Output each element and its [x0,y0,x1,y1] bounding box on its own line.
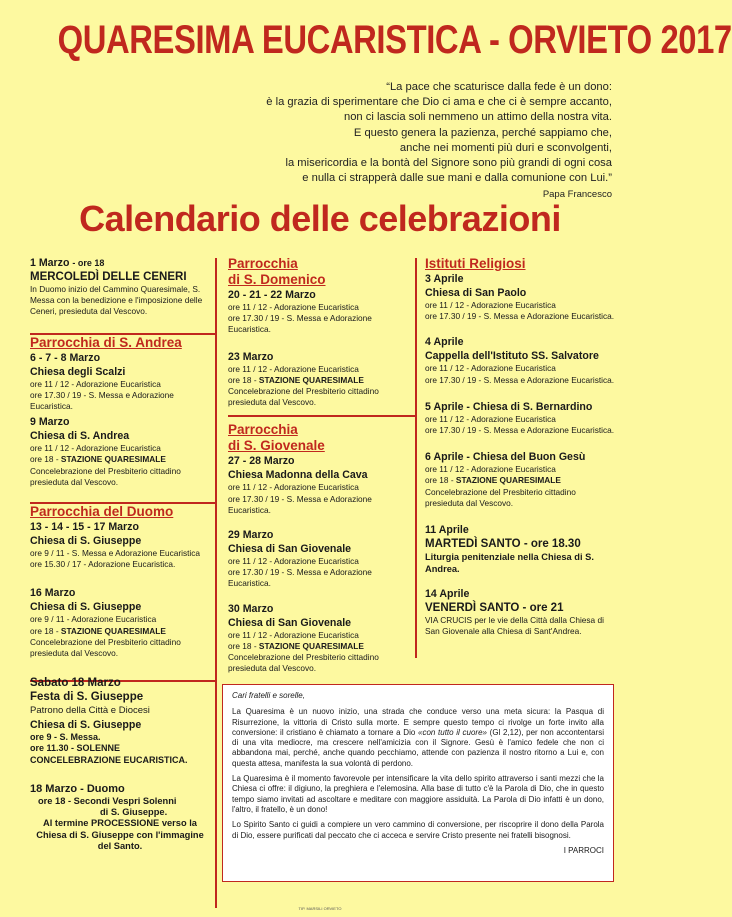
station-label: STAZIONE QUARESIMALE [258,640,364,651]
event-place: Chiesa di San Giovenale [228,616,352,629]
event-line: Concelebrazione del Presbiterio cittadino presieduta dal Vescovo. [30,636,181,659]
event-subtitle: Patrono della Città e Diocesi [30,705,150,717]
event-line: Al termine PROCESSIONE verso la Chiesa di S. Giuseppe con l'immagine del Santo. [36,818,204,852]
event-line: ore 11.30 - SOLENNE [30,743,121,754]
event-line: ore 11 / 12 - Adorazione Eucaristica [228,556,359,567]
column-divider [415,258,417,658]
event-line: ore 17.30 / 19 - S. Messa e Adorazione Eucaristica. [228,567,372,589]
poster-title: QUARESIMA EUCARISTICA - ORVIETO 2017 [57,18,732,62]
parish-heading-domenico: Parrocchia [228,256,298,271]
parish-heading-giovenale: Parrocchia [228,422,298,438]
column-divider [215,258,217,908]
event-line: ore 11 / 12 - Adorazione Eucaristica [228,363,359,374]
letter-paragraph [232,707,604,769]
event-date: 11 Aprile [425,524,469,537]
station-label: STAZIONE QUARESIMALE [258,374,364,385]
letter-paragraph: Lo Spirito Santo ci guidi a compiere un vero cammino di conversione, per riscoprire il dono della Parola di Dio, essere purificati dal peccato che ci acceca e servire Cristo presente nei fratelli bisognosi. [232,820,604,840]
quote-line: “La pace che scaturisce dalla fede è un dono: [386,81,612,93]
event-desc: In Duomo inizio del Cammino Quaresimale, S. Messa con la benedizione e l'imposizione delle Ceneri, presieduta dal Vescovo. [30,284,203,317]
event-line: Concelebrazione del Presbiterio cittadino presieduta dal Vescovo. [228,386,379,408]
event-line: ore 17.30 / 19 - S. Messa e Adorazione Eucaristica. [30,389,174,412]
event-date: 3 Aprile [425,273,464,285]
event-place: Chiesa di S. Andrea [30,430,130,443]
event-place: Chiesa di S. Giuseppe [30,719,142,732]
event-line: ore 18 - Secondi Vespri Solenni [38,795,177,806]
event-title: VENERDÌ SANTO - ore 21 [425,602,564,615]
event-line: Concelebrazione del Presbiterio cittadino presieduta dal Vescovo. [425,486,576,508]
event-time: ore 18 - [30,625,61,636]
quote-line: la misericordia e la bontà del Signore sono più grandi di ogni cosa [285,157,612,170]
event-date: 27 - 28 Marzo [228,455,295,468]
letter-text: (Gl 2,12), per non accontentarsi di una vita mediocre, ma crescere nell'amicizia con il Signore. Gesù è l'amico fedele che non ci abbandona mai, perché, anche quando pecchiamo, attende con pazienza il nostro ritorno a Lui e, con questa attesa, manifesta la sua volontà di perdono. [232,727,604,768]
event-line: ore 11 / 12 - Adorazione Eucaristica [425,464,556,475]
event-line: ore 9 - S. Messa. [30,732,101,743]
institutes-heading: Istituti Religiosi [425,256,526,271]
event-line: ore 11 / 12 - Adorazione Eucaristica [228,482,359,493]
event-line: ore 17.30 / 19 - S. Messa e Adorazione Eucaristica. [425,425,615,436]
event-time: ore 18 - [30,454,61,465]
calendar-heading: Calendario delle celebrazioni [79,198,561,239]
printer-credit: TIP. MARSILI ORVIETO [298,906,342,911]
event-date: 6 - 7 - 8 Marzo [30,351,101,364]
parish-heading-andrea: Parrocchia di S. Andrea [30,334,182,350]
event-date: Sabato 18 Marzo [30,677,121,690]
event-line: ore 11 / 12 - Adorazione Eucaristica [30,443,161,454]
pope-quote [52,80,612,203]
event-date: 13 - 14 - 15 - 17 Marzo [30,521,139,534]
quote-line: e nulla ci strapperà dalle sue mani e dalla comunione con Lui.” [302,172,612,185]
event-line: ore 11 / 12 - Adorazione Eucaristica [425,413,556,424]
letter-signature: I PARROCI [563,845,604,855]
parish-heading-domenico-2: di S. Domenico [228,272,326,287]
event-date: 1 Marzo [30,257,70,269]
event-place: Chiesa di S. Giuseppe [30,601,142,614]
event-line: ore 17.30 / 19 - S. Messa e Adorazione Eucaristica. [228,493,372,515]
event-line: ore 17.30 / 19 - S. Messa e Adorazione Eucaristica. [228,313,372,335]
letter-greeting: Cari fratelli e sorelle, [232,691,305,700]
parish-heading-giovenale-2: di S. Giovenale [228,438,325,454]
event-date: 9 Marzo [30,416,70,429]
quote-author: Papa Francesco [542,189,612,201]
event-line: ore 9 / 11 - Adorazione Eucaristica [30,614,157,625]
event-date: 16 Marzo [30,587,76,600]
event-line: Concelebrazione del Presbiterio cittadino presieduta dal Vescovo. [30,465,181,487]
event-date: 29 Marzo [228,529,274,542]
event-place: Chiesa di S. Giuseppe [30,535,142,548]
event-ceneri [30,256,210,318]
letter-text: La Quaresima è un nuovo inizio, una strada che conduce verso una meta sicura: la Pasqua di Risurrezione, la vittoria di Cristo sulla morte. E sempre questo tempo ci rivolge un forte invito alla conversione: il cristiano è chiamato a tornare a Dio [232,707,604,737]
event-title: MERCOLEDÌ DELLE CENERI [30,271,187,283]
event-line: ore 9 / 11 - S. Messa e Adorazione Eucaristica [30,548,201,559]
event-line: ore 11 / 12 - Adorazione Eucaristica [30,378,161,389]
event-line: ore 11 / 12 - Adorazione Eucaristica [228,302,359,312]
event-place: Chiesa degli Scalzi [30,365,126,378]
letter-paragraph: La Quaresima è il momento favorevole per intensificare la vita dello spirito attraverso i santi mezzi che la Chiesa ci offre: il digiuno, la preghiera e l'elemosina. Alla base di tutto c'è la Parola di Dio, che in questo tempo siamo invitati ad ascoltare e meditare con maggiore assiduità. La Parola di Dio infatti è un dono, l'altro, il fratello, è un dono! [232,774,604,814]
event-line: VIA CRUCIS per le vie della Città dalla Chiesa di San Giovenale alla Chiesa di Sant'Andrea. [425,615,604,637]
event-time: ore 18 - [228,374,259,385]
event-time: ore 18 - [228,640,259,651]
event-line: ore 11 / 12 - Adorazione Eucaristica [425,300,556,310]
event-title: 5 Aprile - Chiesa di S. Bernardino [425,400,593,413]
parish-heading-duomo: Parrocchia del Duomo [30,504,174,520]
station-label: STAZIONE QUARESIMALE [60,625,166,636]
event-line: ore 17.30 / 19 - S. Messa e Adorazione Eucaristica. [425,374,615,385]
event-time: ore 18 - [425,475,456,486]
letter-quote: «con tutto il cuore» [418,727,487,737]
quote-line: anche nei momenti più duri e sconvolgenti, [399,141,612,154]
column-3 [425,256,615,637]
event-date: 4 Aprile [425,336,464,349]
event-line: Concelebrazione del Presbiterio cittadino presieduta dal Vescovo. [228,652,379,674]
quote-line: non ci lascia soli nemmeno un attimo della nostra vita. [343,111,612,124]
event-date: 18 Marzo - Duomo [30,782,125,795]
parish-letter [222,684,614,882]
column-1 [30,256,210,853]
station-label: STAZIONE QUARESIMALE [455,475,561,486]
event-line: di S. Giuseppe. [100,807,168,818]
event-place: Chiesa Madonna della Cava [228,469,368,482]
station-label: STAZIONE QUARESIMALE [60,454,166,465]
quote-line: E questo genera la pazienza, perché sappiamo che, [353,126,612,139]
event-place: Chiesa di San Giovenale [228,543,352,556]
event-title: Festa di S. Giuseppe [30,691,144,704]
event-line: ore 15.30 / 17 - Adorazione Eucaristica. [30,559,176,570]
event-title: MARTEDÌ SANTO - ore 18.30 [425,538,581,551]
event-line: ore 11 / 12 - Adorazione Eucaristica [425,363,556,374]
event-place: Cappella dell'Istituto SS. Salvatore [425,350,599,363]
event-place: Chiesa di San Paolo [425,287,527,299]
event-date: 14 Aprile [425,588,470,601]
event-time: - ore 18 [72,258,105,268]
event-date: 20 - 21 - 22 Marzo [228,289,316,301]
column-2 [228,256,408,674]
event-line: CONCELEBRAZIONE EUCARISTICA. [30,754,188,765]
quote-line: è la grazia di sperimentare che Dio ci ama e che ci è sempre accanto, [266,96,612,109]
event-date: 30 Marzo [228,602,274,615]
event-title: 6 Aprile - Chiesa del Buon Gesù [425,451,586,464]
event-line: ore 11 / 12 - Adorazione Eucaristica [228,629,359,640]
event-line: Liturgia penitenziale nella Chiesa di S. Andrea. [425,552,594,575]
event-date: 23 Marzo [228,350,274,363]
event-line: ore 17.30 / 19 - S. Messa e Adorazione Eucaristica. [425,311,615,322]
